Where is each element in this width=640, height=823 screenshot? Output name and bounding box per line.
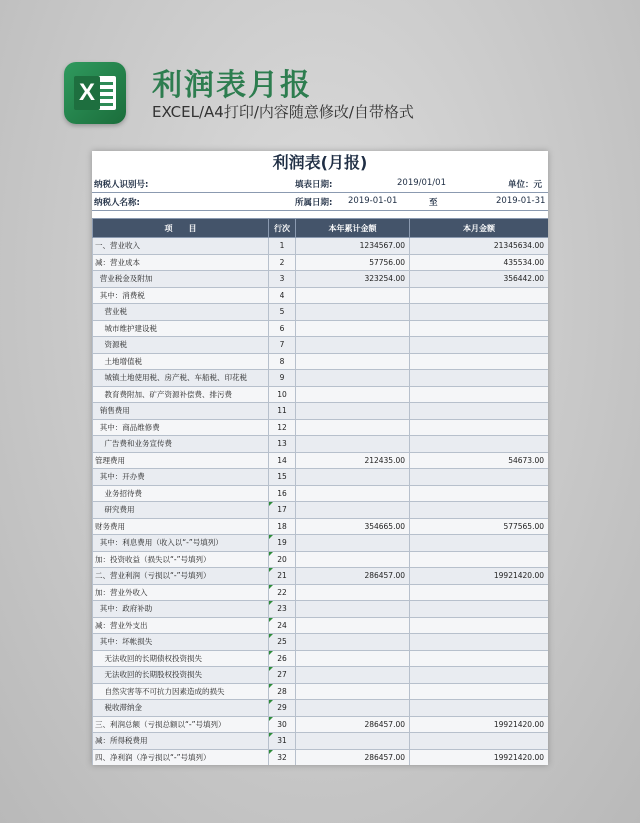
table-header-row — [93, 219, 549, 238]
row-ytd-amount-cell[interactable] — [296, 634, 410, 651]
row-item-cell[interactable]: 一、营业收入 — [93, 238, 269, 255]
unit-label: 单位：元 — [508, 180, 543, 190]
row-number-cell[interactable]: 1 — [269, 238, 296, 255]
row-number-cell[interactable]: 26 — [269, 650, 296, 667]
row-item-cell[interactable]: 财务费用 — [93, 518, 269, 535]
row-item-cell[interactable]: 资源税 — [93, 337, 269, 354]
row-ytd-amount-cell[interactable]: 57756.00 — [296, 254, 410, 271]
row-month-amount-cell[interactable] — [410, 733, 549, 750]
period-start-value: 2019-01-01 — [348, 196, 398, 206]
row-item-cell[interactable]: 城镇土地使用税、房产税、车船税、印花税 — [93, 370, 269, 387]
row-ytd-amount-cell[interactable] — [296, 370, 410, 387]
row-month-amount-cell[interactable] — [410, 320, 549, 337]
row-number-cell[interactable]: 32 — [269, 749, 296, 765]
row-number-cell[interactable]: 18 — [269, 518, 296, 535]
row-month-amount-cell[interactable] — [410, 469, 549, 486]
table-row[interactable] — [93, 370, 549, 387]
table-row[interactable] — [93, 469, 549, 486]
row-number-cell[interactable]: 15 — [269, 469, 296, 486]
table-row[interactable] — [93, 403, 549, 420]
row-number-cell[interactable]: 23 — [269, 601, 296, 618]
row-month-amount-cell[interactable] — [410, 419, 549, 436]
row-month-amount-cell[interactable] — [410, 304, 549, 321]
row-item-cell[interactable]: 三、利润总额（亏损总额以“-”号填列） — [93, 716, 269, 733]
row-item-cell[interactable]: 销售费用 — [93, 403, 269, 420]
document-title: 利润表(月报) — [272, 153, 368, 172]
row-number-cell[interactable]: 6 — [269, 320, 296, 337]
row-ytd-amount-cell[interactable]: 286457.00 — [296, 568, 410, 585]
excel-logo-icon — [64, 62, 126, 124]
table-row[interactable] — [93, 436, 549, 453]
row-item-cell[interactable]: 无法收回的长期股权投资损失 — [93, 667, 269, 684]
row-month-amount-cell[interactable] — [410, 601, 549, 618]
row-month-amount-cell[interactable] — [410, 386, 549, 403]
table-row[interactable] — [93, 353, 549, 370]
row-month-amount-cell[interactable] — [410, 617, 549, 634]
row-ytd-amount-cell[interactable]: 354665.00 — [296, 518, 410, 535]
row-month-amount-cell[interactable] — [410, 551, 549, 568]
table-row[interactable] — [93, 254, 549, 271]
row-number-cell[interactable]: 2 — [269, 254, 296, 271]
row-month-amount-cell[interactable] — [410, 700, 549, 717]
row-ytd-amount-cell[interactable] — [296, 419, 410, 436]
table-row[interactable] — [93, 271, 549, 288]
row-month-amount-cell[interactable] — [410, 485, 549, 502]
row-month-amount-cell[interactable] — [410, 337, 549, 354]
table-row[interactable] — [93, 452, 549, 469]
row-month-amount-cell[interactable] — [410, 584, 549, 601]
row-number-cell[interactable]: 22 — [269, 584, 296, 601]
row-item-cell[interactable]: 自然灾害等不可抗力因素造成的损失 — [93, 683, 269, 700]
row-month-amount-cell[interactable] — [410, 370, 549, 387]
row-ytd-amount-cell[interactable] — [296, 403, 410, 420]
table-row[interactable] — [93, 683, 549, 700]
row-number-cell[interactable]: 19 — [269, 535, 296, 552]
col-header-row-no: 行次 — [269, 219, 296, 238]
spreadsheet-document — [92, 151, 548, 765]
table-row[interactable] — [93, 535, 549, 552]
row-month-amount-cell[interactable] — [410, 353, 549, 370]
row-item-cell[interactable]: 减：所得税费用 — [93, 733, 269, 750]
row-number-cell[interactable]: 25 — [269, 634, 296, 651]
row-ytd-amount-cell[interactable] — [296, 485, 410, 502]
row-item-cell[interactable]: 其中：坏帐损失 — [93, 634, 269, 651]
table-row[interactable] — [93, 304, 549, 321]
row-item-cell[interactable]: 城市维护建设税 — [93, 320, 269, 337]
row-ytd-amount-cell[interactable] — [296, 700, 410, 717]
row-ytd-amount-cell[interactable]: 286457.00 — [296, 749, 410, 765]
row-item-cell[interactable]: 无法收回的长期债权投资损失 — [93, 650, 269, 667]
taxpayer-name-label: 纳税人名称: — [94, 198, 140, 208]
table-row[interactable] — [93, 617, 549, 634]
table-row[interactable] — [93, 700, 549, 717]
row-item-cell[interactable]: 其中：开办费 — [93, 469, 269, 486]
row-ytd-amount-cell[interactable] — [296, 733, 410, 750]
row-month-amount-cell[interactable]: 435534.00 — [410, 254, 549, 271]
row-month-amount-cell[interactable]: 19921420.00 — [410, 568, 549, 585]
row-month-amount-cell[interactable]: 54673.00 — [410, 452, 549, 469]
row-number-cell[interactable]: 14 — [269, 452, 296, 469]
table-row[interactable] — [93, 601, 549, 618]
table-row[interactable] — [93, 634, 549, 651]
row-month-amount-cell[interactable] — [410, 287, 549, 304]
row-month-amount-cell[interactable]: 19921420.00 — [410, 749, 549, 765]
row-ytd-amount-cell[interactable]: 1234567.00 — [296, 238, 410, 255]
row-ytd-amount-cell[interactable] — [296, 469, 410, 486]
row-item-cell[interactable]: 教育费附加、矿产资源补偿费、排污费 — [93, 386, 269, 403]
excel-x-letter: X — [74, 76, 100, 110]
row-month-amount-cell[interactable] — [410, 535, 549, 552]
row-ytd-amount-cell[interactable]: 286457.00 — [296, 716, 410, 733]
table-row[interactable] — [93, 749, 549, 765]
row-item-cell[interactable]: 减：营业外支出 — [93, 617, 269, 634]
profit-table — [92, 218, 548, 765]
row-item-cell[interactable]: 研究费用 — [93, 502, 269, 519]
row-ytd-amount-cell[interactable] — [296, 683, 410, 700]
row-ytd-amount-cell[interactable] — [296, 287, 410, 304]
row-ytd-amount-cell[interactable] — [296, 584, 410, 601]
row-item-cell[interactable]: 二、营业利润（亏损以“-”号填列） — [93, 568, 269, 585]
row-ytd-amount-cell[interactable]: 212435.00 — [296, 452, 410, 469]
table-row[interactable] — [93, 568, 549, 585]
meta-row-1 — [92, 175, 548, 193]
meta-row-2 — [92, 193, 548, 211]
row-month-amount-cell[interactable] — [410, 403, 549, 420]
table-row[interactable] — [93, 551, 549, 568]
row-month-amount-cell[interactable] — [410, 436, 549, 453]
row-item-cell[interactable]: 业务招待费 — [93, 485, 269, 502]
row-number-cell[interactable]: 30 — [269, 716, 296, 733]
row-number-cell[interactable]: 24 — [269, 617, 296, 634]
table-row[interactable] — [93, 650, 549, 667]
row-number-cell[interactable]: 4 — [269, 287, 296, 304]
row-item-cell[interactable]: 广告费和业务宣传费 — [93, 436, 269, 453]
col-header-item: 项 目 — [93, 219, 269, 238]
col-header-month: 本月金额 — [410, 219, 549, 238]
period-to-label: 至 — [429, 198, 438, 208]
row-ytd-amount-cell[interactable] — [296, 650, 410, 667]
fill-date-label: 填表日期: — [295, 180, 333, 190]
table-row[interactable] — [93, 518, 549, 535]
row-number-cell[interactable]: 17 — [269, 502, 296, 519]
row-ytd-amount-cell[interactable]: 323254.00 — [296, 271, 410, 288]
row-ytd-amount-cell[interactable] — [296, 436, 410, 453]
row-number-cell[interactable]: 11 — [269, 403, 296, 420]
row-ytd-amount-cell[interactable] — [296, 502, 410, 519]
row-item-cell[interactable]: 土地增值税 — [93, 353, 269, 370]
row-number-cell[interactable]: 7 — [269, 337, 296, 354]
table-row[interactable] — [93, 584, 549, 601]
row-month-amount-cell[interactable] — [410, 683, 549, 700]
row-month-amount-cell[interactable]: 577565.00 — [410, 518, 549, 535]
row-ytd-amount-cell[interactable] — [296, 353, 410, 370]
row-number-cell[interactable]: 16 — [269, 485, 296, 502]
row-number-cell[interactable]: 8 — [269, 353, 296, 370]
table-row[interactable] — [93, 667, 549, 684]
table-row[interactable] — [93, 337, 549, 354]
table-row[interactable] — [93, 502, 549, 519]
col-header-ytd: 本年累计金额 — [296, 219, 410, 238]
table-row[interactable] — [93, 320, 549, 337]
row-month-amount-cell[interactable] — [410, 502, 549, 519]
row-ytd-amount-cell[interactable] — [296, 551, 410, 568]
row-number-cell[interactable]: 28 — [269, 683, 296, 700]
table-row[interactable] — [93, 733, 549, 750]
row-item-cell[interactable]: 营业税 — [93, 304, 269, 321]
row-item-cell[interactable]: 四、净利润（净亏损以“-”号填列） — [93, 749, 269, 765]
row-number-cell[interactable]: 3 — [269, 271, 296, 288]
row-ytd-amount-cell[interactable] — [296, 386, 410, 403]
row-number-cell[interactable]: 27 — [269, 667, 296, 684]
row-number-cell[interactable]: 5 — [269, 304, 296, 321]
row-month-amount-cell[interactable]: 21345634.00 — [410, 238, 549, 255]
row-number-cell[interactable]: 10 — [269, 386, 296, 403]
row-item-cell[interactable]: 其中：利息费用（收入以“-”号填列） — [93, 535, 269, 552]
row-month-amount-cell[interactable]: 19921420.00 — [410, 716, 549, 733]
row-number-cell[interactable]: 29 — [269, 700, 296, 717]
table-row[interactable] — [93, 716, 549, 733]
row-number-cell[interactable]: 9 — [269, 370, 296, 387]
row-number-cell[interactable]: 13 — [269, 436, 296, 453]
row-month-amount-cell[interactable] — [410, 634, 549, 651]
page-title: 利润表月报 — [152, 68, 312, 103]
period-label: 所属日期: — [295, 198, 333, 208]
row-ytd-amount-cell[interactable] — [296, 667, 410, 684]
row-month-amount-cell[interactable]: 356442.00 — [410, 271, 549, 288]
row-item-cell[interactable]: 其中：消费税 — [93, 287, 269, 304]
page-subtitle: EXCEL/A4打印/内容随意修改/自带格式 — [152, 103, 414, 121]
row-ytd-amount-cell[interactable] — [296, 617, 410, 634]
row-month-amount-cell[interactable] — [410, 650, 549, 667]
row-ytd-amount-cell[interactable] — [296, 320, 410, 337]
row-ytd-amount-cell[interactable] — [296, 304, 410, 321]
row-item-cell[interactable]: 加：投资收益（损失以“-”号填列） — [93, 551, 269, 568]
row-number-cell[interactable]: 12 — [269, 419, 296, 436]
row-item-cell[interactable]: 税收滞纳金 — [93, 700, 269, 717]
row-item-cell[interactable]: 减：营业成本 — [93, 254, 269, 271]
taxpayer-id-label: 纳税人识别号: — [94, 180, 149, 190]
table-row[interactable] — [93, 386, 549, 403]
row-item-cell[interactable]: 其中：商品维修费 — [93, 419, 269, 436]
period-end-value: 2019-01-31 — [496, 196, 546, 206]
row-item-cell[interactable]: 管理费用 — [93, 452, 269, 469]
row-ytd-amount-cell[interactable] — [296, 601, 410, 618]
row-ytd-amount-cell[interactable] — [296, 535, 410, 552]
table-row[interactable] — [93, 485, 549, 502]
row-ytd-amount-cell[interactable] — [296, 337, 410, 354]
row-item-cell[interactable]: 其中：政府补助 — [93, 601, 269, 618]
row-number-cell[interactable]: 21 — [269, 568, 296, 585]
row-number-cell[interactable]: 31 — [269, 733, 296, 750]
table-row[interactable] — [93, 419, 549, 436]
fill-date-value: 2019/01/01 — [397, 178, 446, 188]
row-item-cell[interactable]: 加：营业外收入 — [93, 584, 269, 601]
table-body — [93, 238, 549, 766]
table-row[interactable] — [93, 238, 549, 255]
table-row[interactable] — [93, 287, 549, 304]
row-number-cell[interactable]: 20 — [269, 551, 296, 568]
row-item-cell[interactable]: 营业税金及附加 — [93, 271, 269, 288]
row-month-amount-cell[interactable] — [410, 667, 549, 684]
